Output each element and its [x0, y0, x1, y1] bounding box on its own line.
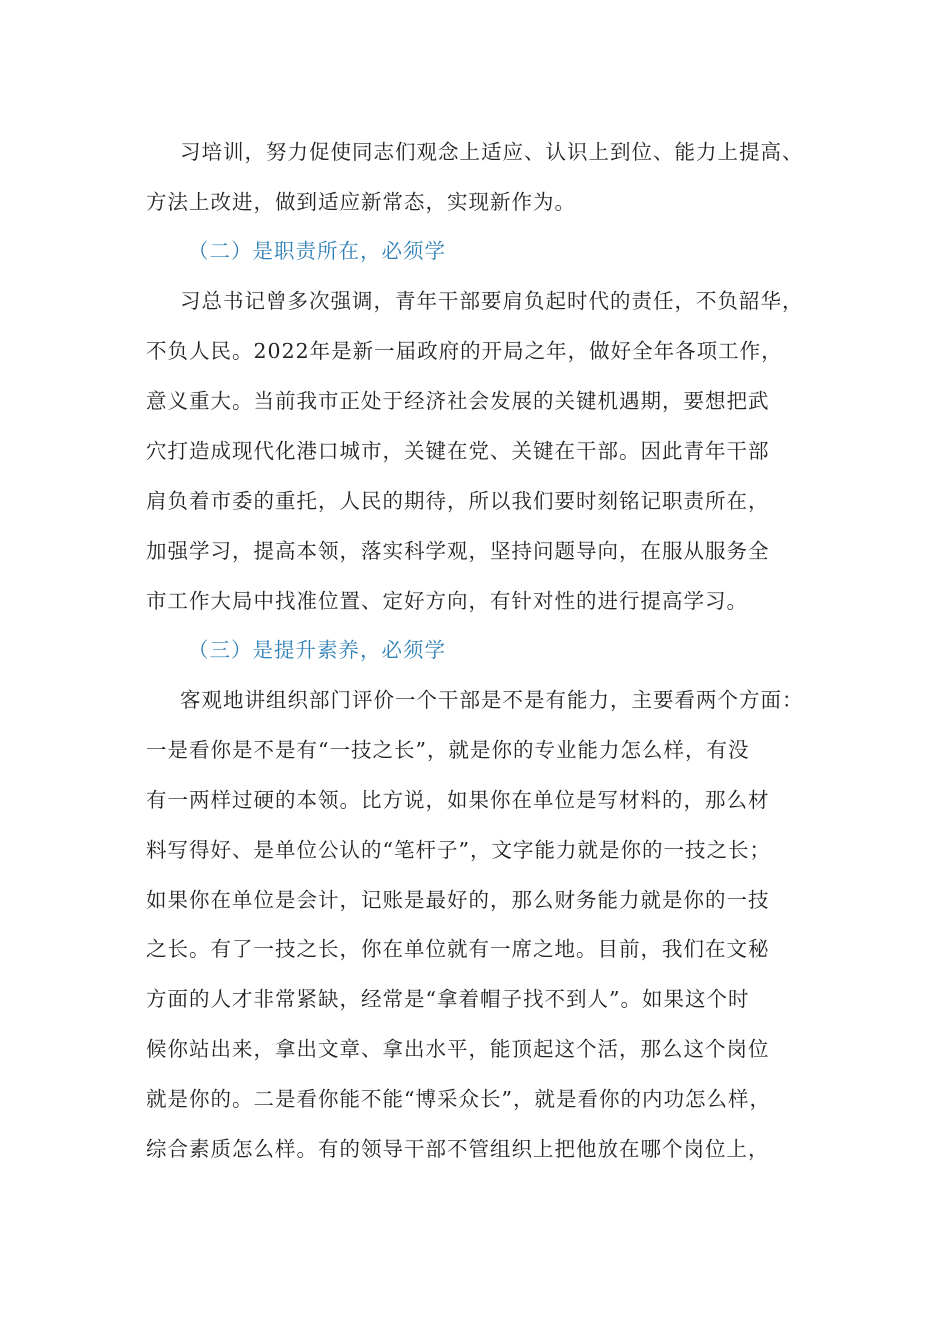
- paragraph-line: 肩负着市委的重托，人民的期待，所以我们要时刻铭记职责所在，: [146, 489, 770, 513]
- paragraph-line: 市工作大局中找准位置、定好方向，有针对性的进行提高学习。: [146, 589, 748, 613]
- section-heading: （三）是提升素养，必须学: [188, 638, 446, 662]
- paragraph-line: 有一两样过硬的本领。比方说，如果你在单位是写材料的，那么材: [146, 788, 770, 812]
- paragraph-line: 习总书记曾多次强调，青年干部要肩负起时代的责任，不负韶华，: [180, 289, 804, 313]
- paragraph-line: 穴打造成现代化港口城市，关键在党、关键在干部。因此青年干部: [146, 439, 770, 463]
- paragraph-line: 加强学习，提高本领，落实科学观，坚持问题导向，在服从服务全: [146, 539, 770, 563]
- paragraph-line: 候你站出来，拿出文章、拿出水平，能顶起这个活，那么这个岗位: [146, 1037, 770, 1061]
- paragraph-line: 就是你的。二是看你能不能“博采众长”，就是看你的内功怎么样，: [146, 1087, 771, 1111]
- paragraph-line: 料写得好、是单位公认的“笔杆子”，文字能力就是你的一技之长；: [146, 838, 771, 862]
- paragraph-line: 综合素质怎么样。有的领导干部不管组织上把他放在哪个岗位上，: [146, 1137, 770, 1161]
- paragraph-line: 如果你在单位是会计，记账是最好的，那么财务能力就是你的一技: [146, 888, 770, 912]
- paragraph-line: 之长。有了一技之长，你在单位就有一席之地。目前，我们在文秘: [146, 937, 770, 961]
- paragraph-line: 一是看你是不是有“一技之长”，就是你的专业能力怎么样，有没: [146, 738, 750, 762]
- paragraph-line: 不负人民。2022年是新一届政府的开局之年，做好全年各项工作，: [146, 339, 783, 363]
- paragraph-line: 方法上改进，做到适应新常态，实现新作为。: [146, 190, 576, 214]
- paragraph-line: 意义重大。当前我市正处于经济社会发展的关键机遇期，要想把武: [146, 389, 770, 413]
- paragraph-line: 客观地讲组织部门评价一个干部是不是有能力，主要看两个方面：: [180, 688, 804, 712]
- paragraph-line: 方面的人才非常紧缺，经常是“拿着帽子找不到人”。如果这个时: [146, 987, 750, 1011]
- paragraph-line: 习培训，努力促使同志们观念上适应、认识上到位、能力上提高、: [180, 140, 804, 164]
- section-heading: （二）是职责所在，必须学: [188, 239, 446, 263]
